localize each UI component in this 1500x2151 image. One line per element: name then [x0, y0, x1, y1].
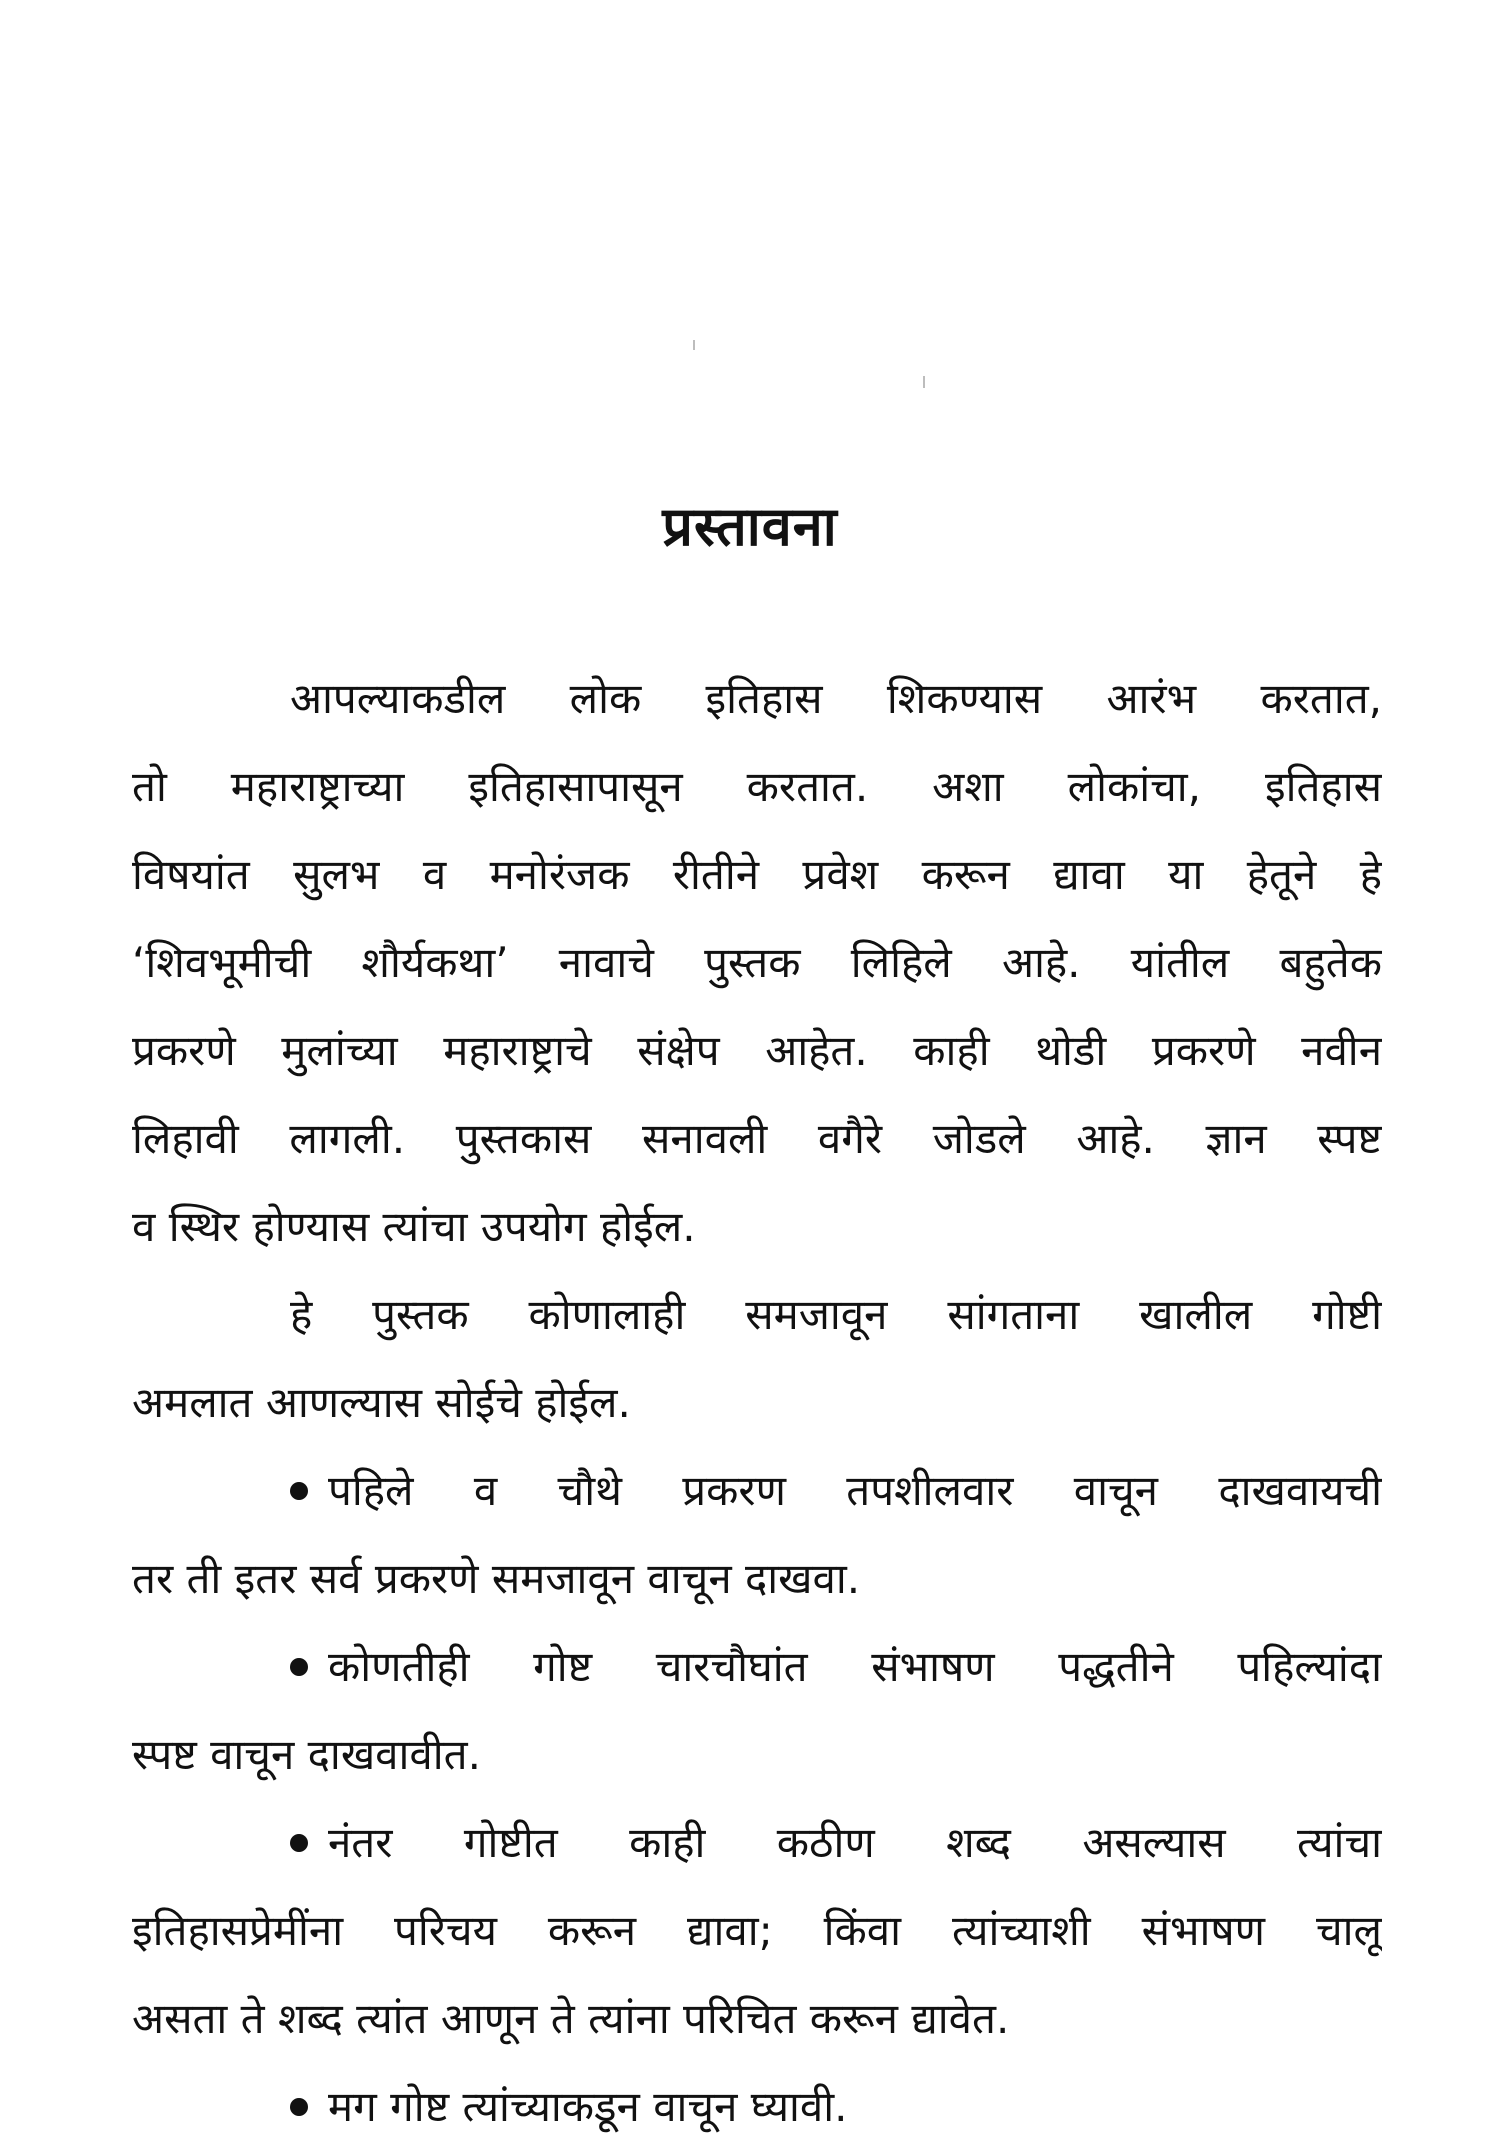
text-line: तर ती इतर सर्व प्रकरणे समजावून वाचून दाखवा.: [132, 1554, 861, 1603]
bullet-line: [132, 1799, 1382, 1887]
text-line: इतिहासप्रेमींना परिचय करून द्यावा; किंवा त्यांच्याशी संभाषण चालू: [132, 1906, 1382, 1955]
text-line: आपल्याकडील लोक इतिहास शिकण्यास आरंभ करतात,: [290, 674, 1382, 723]
document-body: [132, 655, 1382, 2151]
bullet-text: नंतर गोष्टीत काही कठीण शब्द असल्यास त्यांचा: [328, 1818, 1382, 1867]
bullet-text: कोणतीही गोष्ट चारचौघांत संभाषण पद्धतीने पहिल्यांदा: [328, 1642, 1382, 1691]
text-line: तो महाराष्ट्राच्या इतिहासापासून करतात. अशा लोकांचा, इतिहास: [132, 762, 1382, 811]
text-line: विषयांत सुलभ व मनोरंजक रीतीने प्रवेश करून द्यावा या हेतूने हे: [132, 850, 1382, 899]
bullet-line: [132, 1623, 1382, 1711]
text-line: हे पुस्तक कोणालाही समजावून सांगताना खालील गोष्टी: [290, 1290, 1382, 1339]
page-title: प्रस्तावना: [662, 495, 838, 558]
scan-mark: [693, 340, 695, 350]
bullet-line: [132, 1447, 1382, 1535]
bullet-line: [132, 2063, 1382, 2151]
scan-mark: [923, 376, 925, 388]
bullet-icon: [290, 1658, 308, 1676]
text-line: लिहावी लागली. पुस्तकास सनावली वगैरे जोडले आहे. ज्ञान स्पष्ट: [132, 1114, 1382, 1163]
bullet-text: मग गोष्ट त्यांच्याकडून वाचून घ्यावी.: [328, 2082, 848, 2131]
text-line: अमलात आणल्यास सोईचे होईल.: [132, 1378, 631, 1427]
bullet-icon: [290, 1482, 308, 1500]
bullet-text: पहिले व चौथे प्रकरण तपशीलवार वाचून दाखवायची: [328, 1466, 1382, 1515]
text-line: असता ते शब्द त्यांत आणून ते त्यांना परिचित करून द्यावेत.: [132, 1994, 1010, 2043]
bullet-icon: [290, 2098, 308, 2116]
text-line: स्पष्ट वाचून दाखवावीत.: [132, 1730, 481, 1779]
text-line: ‘शिवभूमीची शौर्यकथा’ नावाचे पुस्तक लिहिले आहे. यांतील बहुतेक: [132, 938, 1382, 987]
text-line: प्रकरणे मुलांच्या महाराष्ट्राचे संक्षेप आहेत. काही थोडी प्रकरणे नवीन: [132, 1026, 1382, 1075]
bullet-icon: [290, 1834, 308, 1852]
text-line: व स्थिर होण्यास त्यांचा उपयोग होईल.: [132, 1202, 696, 1251]
